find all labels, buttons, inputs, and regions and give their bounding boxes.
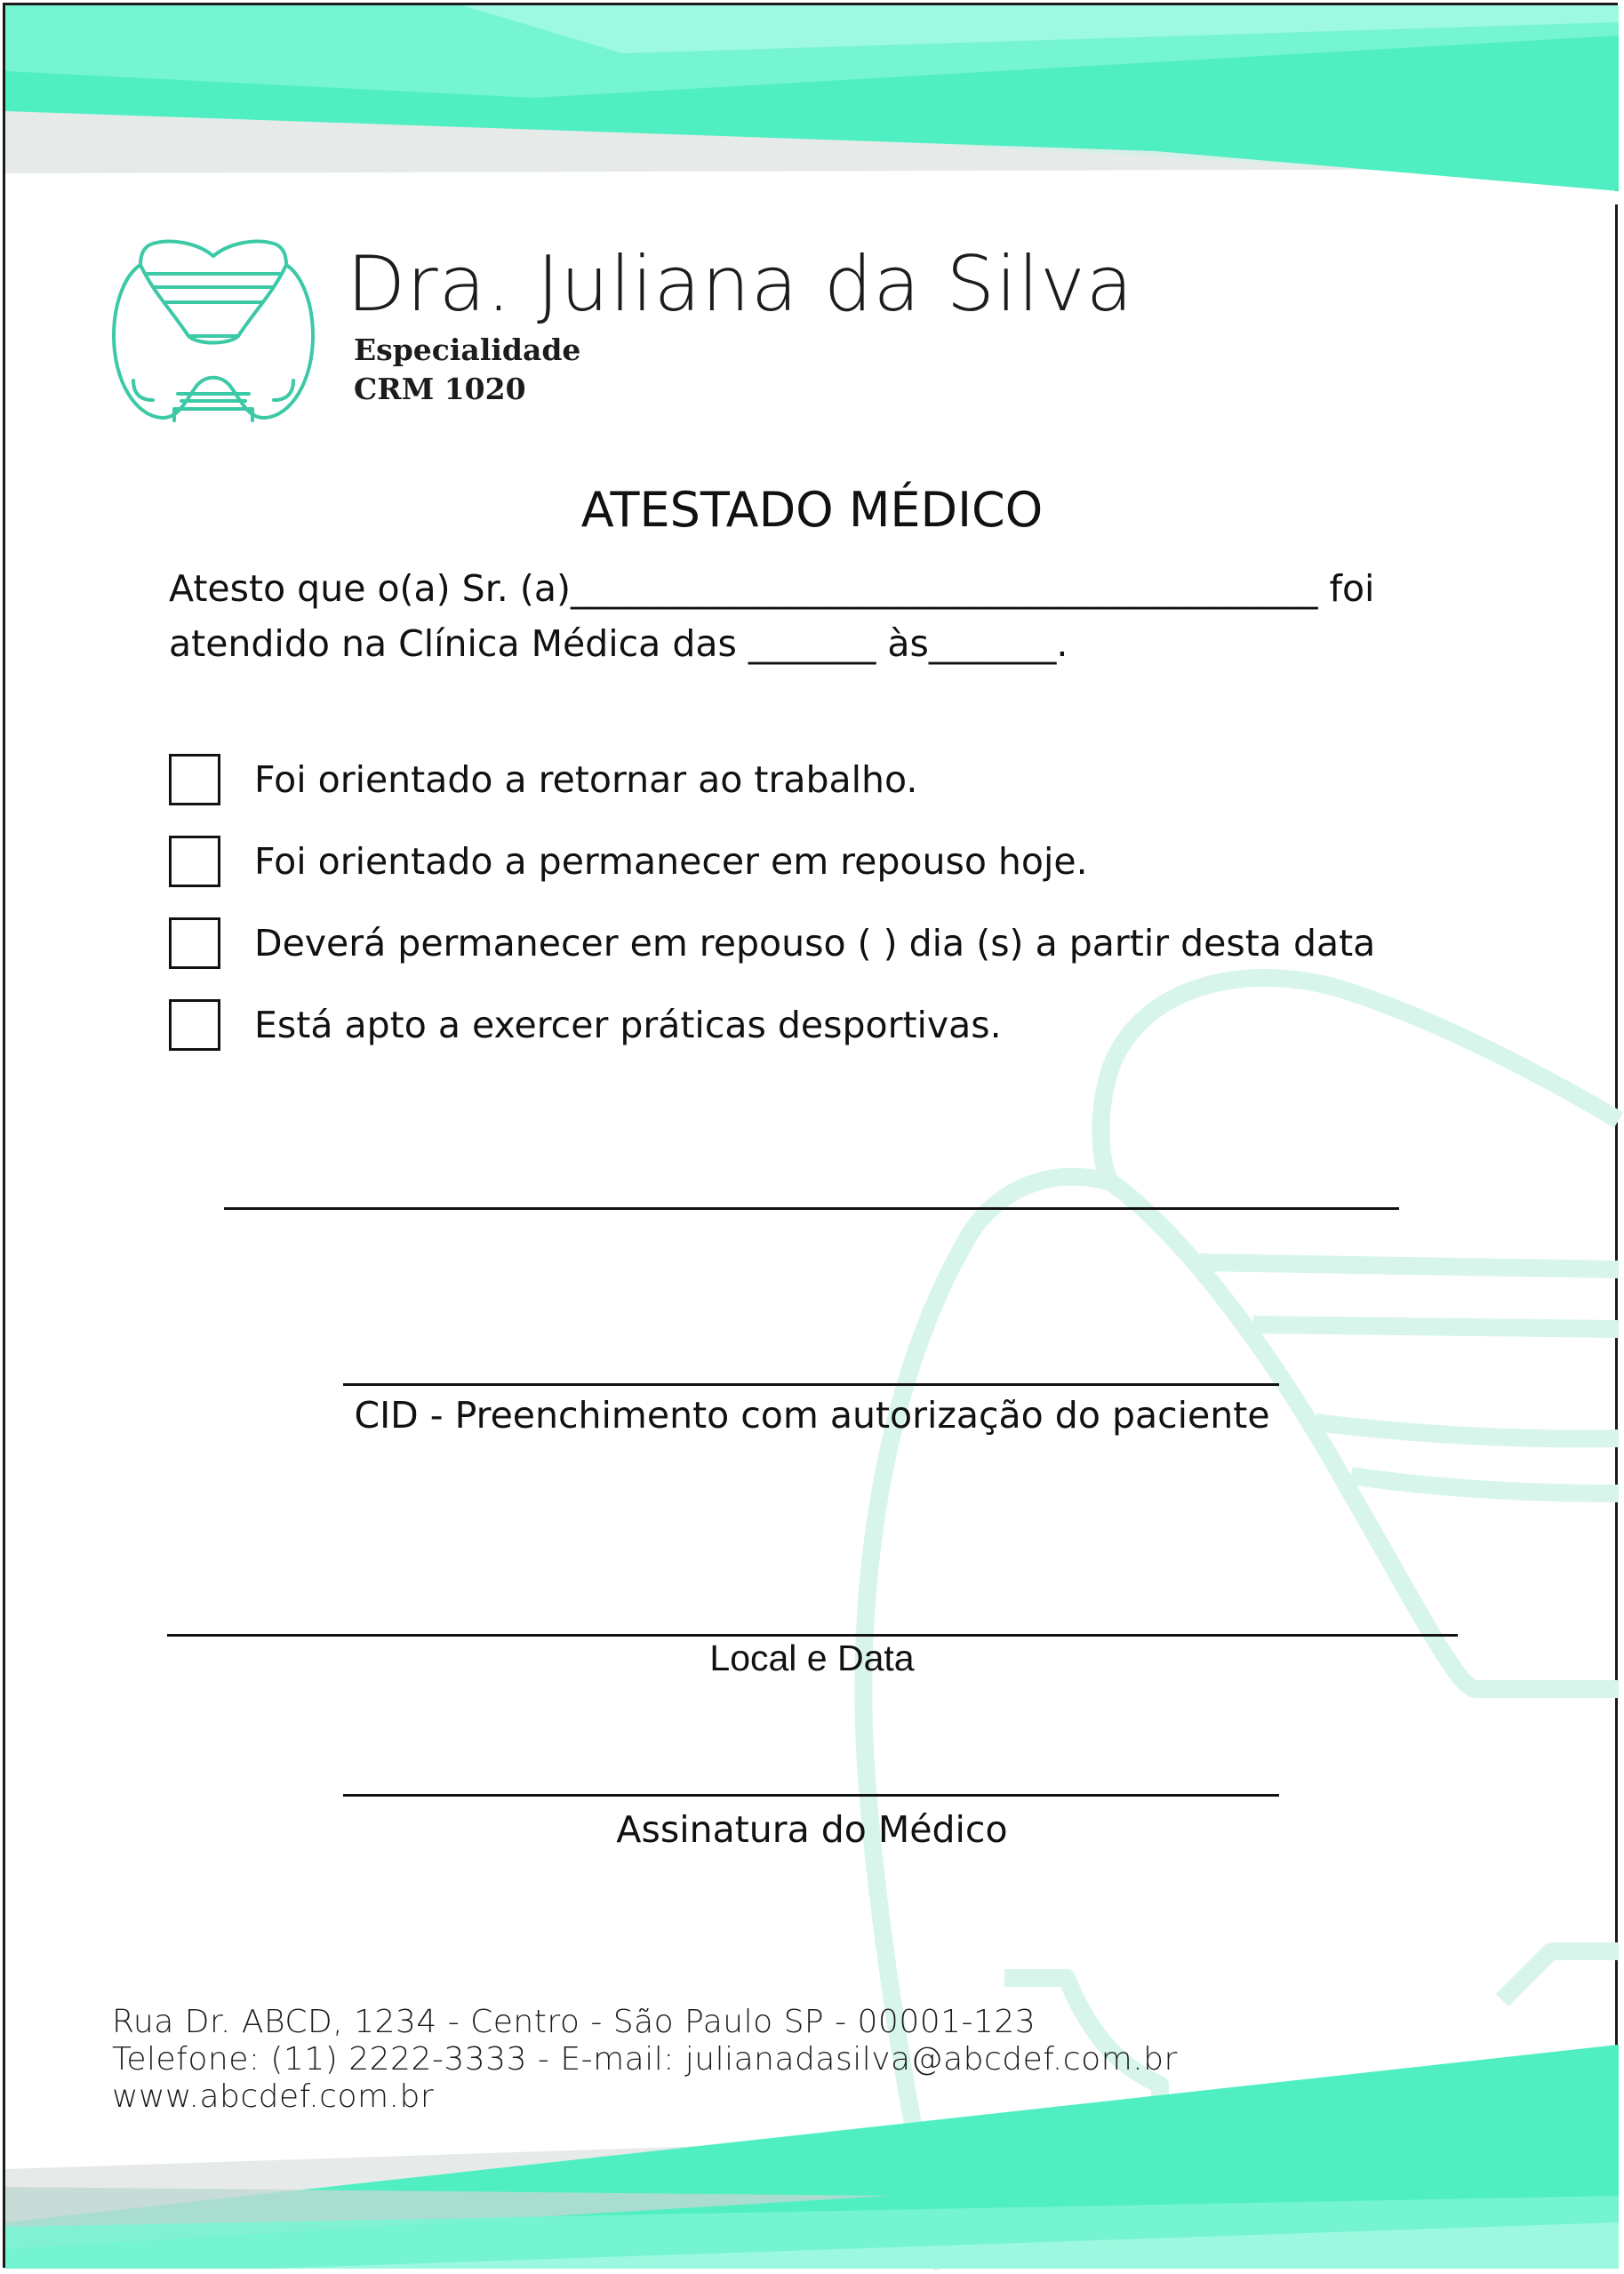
top-band-white-cut <box>5 173 1619 204</box>
local-date-label: Local e Data <box>709 1637 915 1678</box>
footer-website: www.abcdef.com.br <box>112 2078 435 2115</box>
blank-line-local-date <box>167 1634 1458 1637</box>
option-label: Foi orientado a permanecer em repouso hoje. <box>254 840 1088 883</box>
document-title: ATESTADO MÉDICO <box>580 482 1044 538</box>
option-rest-days[interactable] <box>169 916 1375 971</box>
signature-label: Assinatura do Médico <box>616 1808 1008 1851</box>
option-rest-today[interactable] <box>169 834 1088 889</box>
option-sports-fit[interactable] <box>169 997 1002 1053</box>
tooth-logo-icon <box>108 238 318 425</box>
doctor-name: Dra. Juliana da Silva <box>347 240 1134 329</box>
cid-label: CID - Preenchimento com autorização do paciente <box>354 1394 1270 1437</box>
option-label: Foi orientado a retornar ao trabalho. <box>254 758 918 801</box>
blank-line-cid <box>343 1383 1279 1386</box>
checkbox-return-to-work[interactable] <box>169 754 220 805</box>
blank-line-diagnosis <box>224 1207 1399 1210</box>
checkbox-rest-today[interactable] <box>169 836 220 887</box>
footer-address: Rua Dr. ABCD, 1234 - Centro - São Paulo SP - 00001-123 <box>112 2004 1036 2040</box>
crm-number: CRM 1020 <box>354 372 526 406</box>
specialty: Especialidade <box>354 332 581 367</box>
checkbox-rest-days[interactable] <box>169 917 220 969</box>
checkbox-sports-fit[interactable] <box>169 999 220 1051</box>
option-label: Está apto a exercer práticas desportivas. <box>254 1004 1002 1046</box>
blank-line-signature <box>343 1794 1279 1797</box>
footer-contact: Telefone: (11) 2222-3333 - E-mail: julianadasilva@abcdef.com.br <box>112 2041 1178 2078</box>
statement-line-1: Atesto que o(a) Sr. (a)_________________________________________ foi <box>169 567 1375 610</box>
statement-line-2: atendido na Clínica Médica das _______ às_______. <box>169 622 1068 665</box>
option-label: Deverá permanecer em repouso ( ) dia (s) a partir desta data <box>254 922 1376 965</box>
option-return-to-work[interactable] <box>169 752 917 807</box>
